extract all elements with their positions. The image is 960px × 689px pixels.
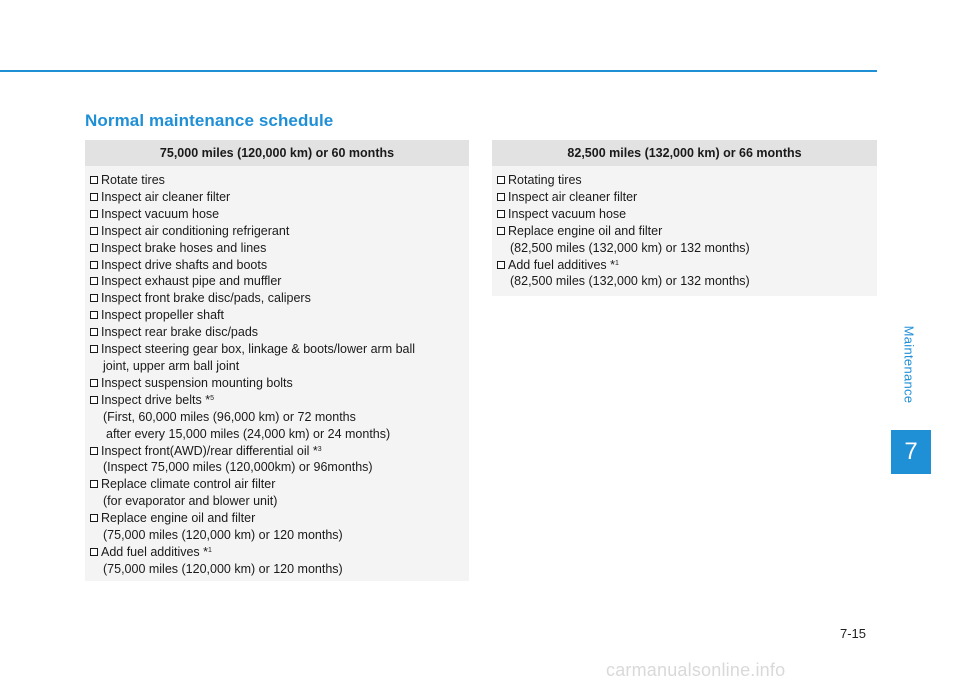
checklist-item-note: (Inspect 75,000 miles (120,000km) or 96months) [103, 460, 373, 475]
panel-header: 75,000 miles (120,000 km) or 60 months [85, 140, 469, 166]
checkbox-icon [90, 447, 98, 455]
checklist-item: Replace engine oil and filter [492, 223, 877, 240]
checklist-item-note: (75,000 miles (120,000 km) or 120 months) [103, 561, 343, 576]
checkbox-icon [497, 193, 505, 201]
checkbox-icon [90, 311, 98, 319]
checkbox-icon [90, 328, 98, 336]
footnote-marker: 5 [210, 394, 214, 402]
checklist-item-note: (for evaporator and blower unit) [103, 494, 278, 509]
checklist-item: Inspect rear brake disc/pads [85, 324, 469, 341]
chapter-side-label: Maintenance [901, 325, 917, 403]
checkbox-icon [90, 294, 98, 302]
checkbox-icon [497, 261, 505, 269]
checkbox-icon [90, 396, 98, 404]
checkbox-icon [497, 176, 505, 184]
checklist-item: Inspect air cleaner filter [492, 189, 877, 206]
checklist-item: Inspect brake hoses and lines [85, 240, 469, 257]
checkbox-icon [90, 548, 98, 556]
footnote-marker: 1 [615, 259, 619, 267]
checklist-item: Inspect front brake disc/pads, calipers [85, 290, 469, 307]
checklist-item: Inspect exhaust pipe and muffler [85, 273, 469, 290]
checklist-item-note: (First, 60,000 miles (96,000 km) or 72 months [103, 409, 356, 424]
checklist-item: Inspect front(AWD)/rear differential oil *$^3$ [85, 443, 469, 460]
checklist-item: Rotate tires [85, 172, 469, 189]
checkbox-icon [90, 193, 98, 201]
checklist-item: Add fuel additives *$^1$ [492, 257, 877, 274]
checkbox-icon [90, 210, 98, 218]
checklist-item: Inspect propeller shaft [85, 307, 469, 324]
checklist-item: Inspect air conditioning refrigerant [85, 223, 469, 240]
checkbox-icon [90, 176, 98, 184]
checklist-item-note: (82,500 miles (132,000 km) or 132 months) [510, 240, 750, 255]
checkbox-icon [90, 277, 98, 285]
schedule-panel-82500 [492, 140, 877, 296]
checklist-item: Inspect drive shafts and boots [85, 257, 469, 274]
checklist-item: Inspect air cleaner filter [85, 189, 469, 206]
checkbox-icon [90, 261, 98, 269]
section-title: Normal maintenance schedule [85, 111, 334, 130]
checklist-item: Inspect suspension mounting bolts [85, 375, 469, 392]
checkbox-icon [90, 379, 98, 387]
footnote-marker: 1 [208, 546, 212, 554]
checkbox-icon [90, 480, 98, 488]
checklist-item-note: (82,500 miles (132,000 km) or 132 months) [510, 274, 750, 289]
checklist-item: Inspect drive belts *$^5$ [85, 392, 469, 409]
footnote-marker: 3 [317, 445, 322, 453]
checklist-item: Rotating tires [492, 172, 877, 189]
checkbox-icon [497, 210, 505, 218]
checklist-item-note: after every 15,000 miles (24,000 km) or 24 months) [106, 426, 391, 441]
schedule-panel-75000 [85, 140, 469, 581]
panel-header: 82,500 miles (132,000 km) or 66 months [492, 140, 877, 166]
checklist-item: Replace engine oil and filter [85, 510, 469, 527]
checkbox-icon [90, 345, 98, 353]
watermark: carmanualsonline.info [606, 660, 786, 680]
checklist-item: Add fuel additives *$^1$ [85, 544, 469, 561]
checkbox-icon [90, 244, 98, 252]
checklist-item-continuation: joint, upper arm ball joint [103, 358, 240, 373]
checkbox-icon [90, 514, 98, 522]
top-rule [0, 70, 877, 72]
page-number: 7-15 [840, 626, 867, 641]
checkbox-icon [90, 227, 98, 235]
checklist-item: Replace climate control air filter [85, 476, 469, 493]
checklist-item: Inspect vacuum hose [85, 206, 469, 223]
checklist-item-note: (75,000 miles (120,000 km) or 120 months) [103, 528, 343, 543]
checklist [85, 166, 469, 578]
chapter-tab: 7 [891, 430, 931, 474]
checkbox-icon [497, 227, 505, 235]
checklist-item: Inspect vacuum hose [492, 206, 877, 223]
checklist [492, 166, 877, 290]
checklist-item: Inspect steering gear box, linkage & boots/lower arm ball [85, 341, 469, 358]
